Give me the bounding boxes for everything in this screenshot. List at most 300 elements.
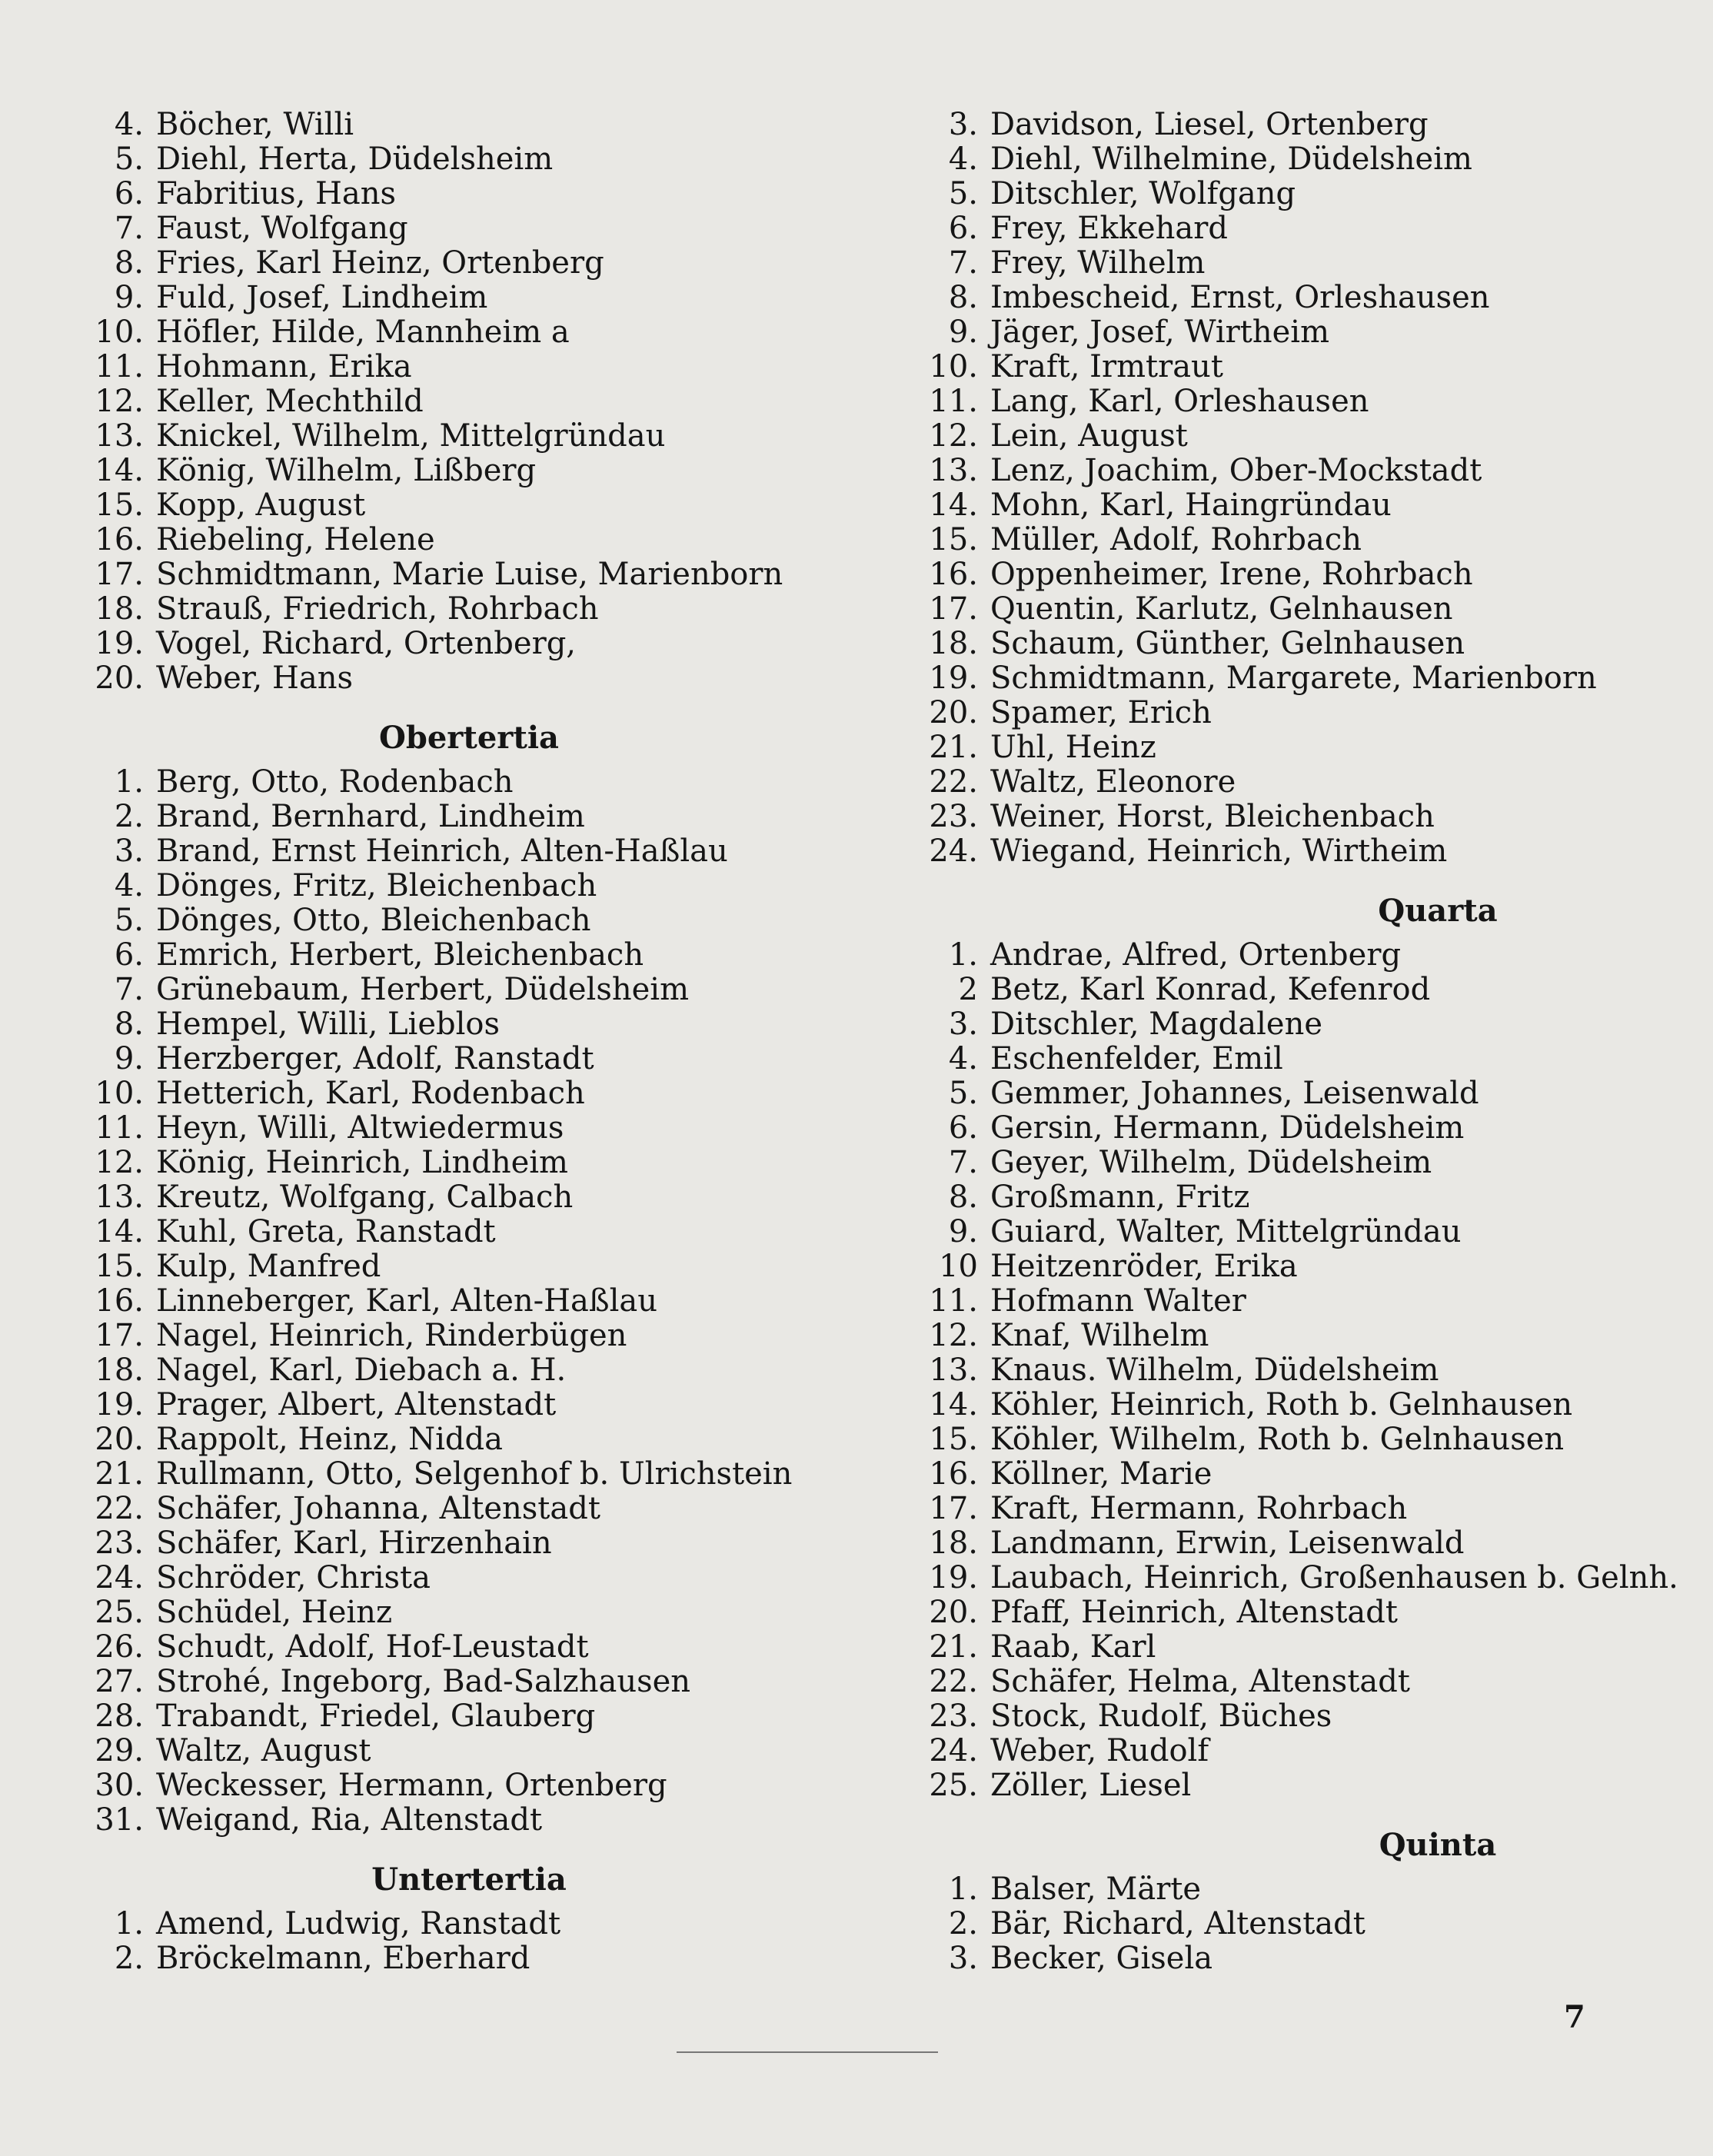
entry-name: Diehl, Herta, Düdelsheim — [156, 141, 554, 177]
left-column — [81, 108, 811, 1976]
entry-number: 24. — [929, 1733, 978, 1768]
entry-number: 9. — [948, 314, 978, 350]
entry-name: Imbescheid, Ernst, Orleshausen — [990, 280, 1490, 315]
entry-name: Nagel, Heinrich, Rinderbügen — [156, 1318, 627, 1353]
entry-number: 16. — [929, 557, 978, 592]
entry-number: 5. — [114, 903, 144, 938]
entry-number: 16. — [929, 1456, 978, 1492]
list-item — [81, 1353, 811, 1388]
list-item — [915, 730, 1684, 765]
entry-number: 10 — [939, 1249, 978, 1284]
entry-name: Wiegand, Heinrich, Wirtheim — [990, 833, 1448, 869]
class-heading-quinta: Quinta — [1379, 1827, 1497, 1863]
list-item — [81, 1699, 811, 1734]
list-item — [81, 1249, 811, 1284]
list-item — [81, 557, 811, 592]
entry-number: 7. — [948, 1145, 978, 1180]
list-item — [915, 1284, 1684, 1319]
list-item — [915, 1353, 1684, 1388]
entry-name: Berg, Otto, Rodenbach — [156, 764, 514, 800]
list-item — [81, 1630, 811, 1665]
entry-name: Brand, Bernhard, Lindheim — [156, 799, 585, 834]
entry-name: Riebeling, Helene — [156, 522, 435, 557]
entry-number: 11. — [95, 349, 144, 384]
entry-number: 22. — [929, 1664, 978, 1699]
list-item — [915, 1768, 1684, 1803]
entry-number: 6. — [948, 211, 978, 246]
entry-number: 13. — [95, 418, 144, 454]
entry-name: Spamer, Erich — [990, 695, 1212, 730]
entry-name: Weber, Rudolf — [990, 1733, 1209, 1768]
entry-number: 12. — [929, 418, 978, 454]
list-item — [81, 1457, 811, 1492]
entry-number: 21. — [929, 730, 978, 765]
entry-name: Nagel, Karl, Diebach a. H. — [156, 1352, 567, 1388]
entry-name: Keller, Mechthild — [156, 384, 424, 419]
entry-number: 9. — [114, 280, 144, 315]
entry-name: Betz, Karl Konrad, Kefenrod — [990, 972, 1431, 1007]
entry-name: Faust, Wolfgang — [156, 211, 408, 246]
entry-name: Oppenheimer, Irene, Rohrbach — [990, 557, 1473, 592]
list-item — [81, 869, 811, 903]
list-item — [915, 765, 1684, 800]
entry-name: Rappolt, Heinz, Nidda — [156, 1422, 503, 1457]
entry-name: Waltz, August — [156, 1733, 371, 1768]
entry-number: 1. — [948, 1872, 978, 1907]
list-item — [81, 800, 811, 834]
entry-name: Kreutz, Wolfgang, Calbach — [156, 1179, 574, 1215]
entry-number: 24. — [95, 1560, 144, 1595]
entry-name: Weckesser, Hermann, Ortenberg — [156, 1768, 667, 1803]
entry-number: 19. — [95, 1387, 144, 1422]
entry-name: Dönges, Otto, Bleichenbach — [156, 903, 591, 938]
entry-name: Andrae, Alfred, Ortenberg — [990, 937, 1402, 973]
entry-name: Grünebaum, Herbert, Düdelsheim — [156, 972, 690, 1007]
entry-name: Brand, Ernst Heinrich, Alten-Haßlau — [156, 833, 728, 869]
list-item — [915, 834, 1684, 869]
list-item — [915, 661, 1684, 696]
list-item — [81, 1146, 811, 1180]
list-item — [915, 211, 1684, 246]
entry-number: 30. — [95, 1768, 144, 1803]
list-item — [81, 384, 811, 419]
entry-number: 3. — [948, 1941, 978, 1976]
entry-name: König, Heinrich, Lindheim — [156, 1145, 568, 1180]
list-item — [915, 1249, 1684, 1284]
list-item — [81, 488, 811, 523]
list-item — [81, 1422, 811, 1457]
list-item — [915, 1872, 1684, 1907]
list-item — [915, 1561, 1684, 1595]
list-item — [915, 142, 1684, 177]
entry-name: Zöller, Liesel — [990, 1768, 1192, 1803]
entry-name: Kulp, Manfred — [156, 1249, 381, 1284]
entry-number: 28. — [95, 1699, 144, 1734]
entry-number: 24. — [929, 833, 978, 869]
list-item — [81, 454, 811, 488]
entry-number: 15. — [929, 522, 978, 557]
list-item — [81, 315, 811, 350]
entry-name: Kraft, Irmtraut — [990, 349, 1223, 384]
entry-name: Frey, Ekkehard — [990, 211, 1228, 246]
entry-number: 10. — [929, 349, 978, 384]
entry-number: 4. — [948, 1041, 978, 1076]
entry-number: 16. — [95, 522, 144, 557]
entry-number: 14. — [929, 487, 978, 523]
entry-number: 13. — [929, 1352, 978, 1388]
list-item — [915, 488, 1684, 523]
entry-name: Schmidtmann, Marie Luise, Marienborn — [156, 557, 783, 592]
list-item — [81, 1111, 811, 1146]
list-item — [81, 1803, 811, 1838]
entry-number: 20. — [929, 1595, 978, 1630]
list-item — [81, 661, 811, 696]
entry-name: Fries, Karl Heinz, Ortenberg — [156, 245, 604, 281]
entry-name: Landmann, Erwin, Leisenwald — [990, 1526, 1465, 1561]
entry-number: 7. — [114, 972, 144, 1007]
entry-number: 1. — [948, 937, 978, 973]
list-item — [81, 1180, 811, 1215]
list-item — [81, 211, 811, 246]
entry-number: 2. — [114, 1941, 144, 1976]
entry-name: Waltz, Eleonore — [990, 764, 1236, 800]
entry-name: Heyn, Willi, Altwiedermus — [156, 1110, 564, 1146]
entry-name: Bröckelmann, Eberhard — [156, 1941, 531, 1976]
list-item — [81, 1595, 811, 1630]
list-item — [81, 523, 811, 557]
list-item — [81, 592, 811, 627]
list-item — [915, 384, 1684, 419]
list-item — [915, 1180, 1684, 1215]
entry-name: Schäfer, Helma, Altenstadt — [990, 1664, 1410, 1699]
entry-number: 18. — [95, 591, 144, 627]
entry-name: Herzberger, Adolf, Ranstadt — [156, 1041, 594, 1076]
entry-name: Großmann, Fritz — [990, 1179, 1250, 1215]
entry-name: Bär, Richard, Altenstadt — [990, 1906, 1365, 1941]
entry-name: Linneberger, Karl, Alten-Haßlau — [156, 1283, 658, 1319]
entry-number: 12. — [95, 384, 144, 419]
entry-number: 4. — [114, 868, 144, 903]
entry-name: Kraft, Hermann, Rohrbach — [990, 1491, 1408, 1526]
entry-number: 1. — [114, 1906, 144, 1941]
entry-name: Knaf, Wilhelm — [990, 1318, 1209, 1353]
list-item — [915, 108, 1684, 142]
entry-name: Lenz, Joachim, Ober-Mockstadt — [990, 453, 1482, 488]
entry-name: Schäfer, Karl, Hirzenhain — [156, 1526, 552, 1561]
list-item — [81, 627, 811, 661]
entry-name: Weiner, Horst, Bleichenbach — [990, 799, 1435, 834]
list-item — [81, 1561, 811, 1595]
class-heading-obertertia: Obertertia — [379, 720, 559, 756]
list-item — [81, 834, 811, 869]
entry-name: Fabritius, Hans — [156, 176, 397, 211]
entry-name: Köhler, Heinrich, Roth b. Gelnhausen — [990, 1387, 1573, 1422]
list-item — [915, 557, 1684, 592]
entry-name: Eschenfelder, Emil — [990, 1041, 1283, 1076]
list-item — [915, 1076, 1684, 1111]
entry-number: 15. — [929, 1422, 978, 1457]
decorative-rule — [677, 2051, 938, 2053]
list-item — [915, 1665, 1684, 1699]
entry-name: Böcher, Willi — [156, 107, 354, 142]
list-item — [81, 142, 811, 177]
entry-number: 2. — [114, 799, 144, 834]
list-item — [81, 108, 811, 142]
entry-number: 15. — [95, 487, 144, 523]
list-item — [81, 1076, 811, 1111]
entry-name: Gemmer, Johannes, Leisenwald — [990, 1076, 1479, 1111]
entry-number: 15. — [95, 1249, 144, 1284]
list-item — [915, 177, 1684, 211]
entry-name: Kopp, August — [156, 487, 366, 523]
entry-number: 21. — [929, 1629, 978, 1665]
list-item — [915, 800, 1684, 834]
list-item — [915, 1595, 1684, 1630]
entry-number: 12. — [929, 1318, 978, 1353]
list-item — [81, 938, 811, 973]
entry-name: Weigand, Ria, Altenstadt — [156, 1802, 543, 1838]
entry-number: 25. — [929, 1768, 978, 1803]
entry-name: Dönges, Fritz, Bleichenbach — [156, 868, 597, 903]
entry-number: 17. — [929, 1491, 978, 1526]
right-column — [915, 108, 1684, 1976]
entry-name: Uhl, Heinz — [990, 730, 1156, 765]
entry-number: 9. — [114, 1041, 144, 1076]
entry-number: 5. — [948, 176, 978, 211]
list-item — [81, 1284, 811, 1319]
entry-name: Schaum, Günther, Gelnhausen — [990, 626, 1465, 661]
entry-number: 17. — [929, 591, 978, 627]
entry-number: 20. — [95, 1422, 144, 1457]
entry-number: 6. — [114, 937, 144, 973]
entry-name: Prager, Albert, Altenstadt — [156, 1387, 557, 1422]
entry-name: Kuhl, Greta, Ranstadt — [156, 1214, 496, 1249]
list-item — [915, 1699, 1684, 1734]
list-item — [915, 1526, 1684, 1561]
list-item — [915, 1388, 1684, 1422]
entry-number: 10. — [95, 314, 144, 350]
list-item — [915, 1319, 1684, 1353]
list-item — [915, 419, 1684, 454]
entry-name: König, Wilhelm, Lißberg — [156, 453, 537, 488]
list-item — [915, 1630, 1684, 1665]
entry-name: Strohé, Ingeborg, Bad-Salzhausen — [156, 1664, 691, 1699]
list-item — [915, 523, 1684, 557]
list-item — [81, 419, 811, 454]
entry-name: Heitzenröder, Erika — [990, 1249, 1298, 1284]
list-item — [81, 1526, 811, 1561]
entry-name: Hempel, Willi, Lieblos — [156, 1006, 501, 1042]
entry-number: 18. — [95, 1352, 144, 1388]
page-number: 7 — [1564, 1999, 1585, 2035]
entry-name: Ditschler, Wolfgang — [990, 176, 1296, 211]
entry-name: Fuld, Josef, Lindheim — [156, 280, 488, 315]
entry-number: 14. — [95, 453, 144, 488]
entry-name: Gersin, Hermann, Düdelsheim — [990, 1110, 1465, 1146]
entry-name: Schäfer, Johanna, Altenstadt — [156, 1491, 600, 1526]
entry-number: 8. — [948, 1179, 978, 1215]
entry-number: 17. — [95, 557, 144, 592]
list-item — [915, 592, 1684, 627]
entry-number: 5. — [948, 1076, 978, 1111]
list-item — [81, 1007, 811, 1042]
entry-number: 14. — [95, 1214, 144, 1249]
list-item — [81, 1319, 811, 1353]
entry-number: 18. — [929, 1526, 978, 1561]
entry-name: Schudt, Adolf, Hof-Leustadt — [156, 1629, 589, 1665]
entry-name: Knaus. Wilhelm, Düdelsheim — [990, 1352, 1439, 1388]
entry-number: 2. — [948, 1906, 978, 1941]
list-item — [81, 1042, 811, 1076]
entry-name: Lein, August — [990, 418, 1188, 454]
entry-name: Vogel, Richard, Ortenberg, — [156, 626, 577, 661]
entry-number: 10. — [95, 1076, 144, 1111]
entry-number: 2 — [958, 972, 978, 1007]
entry-name: Strauß, Friedrich, Rohrbach — [156, 591, 599, 627]
entry-number: 17. — [95, 1318, 144, 1353]
entry-number: 3. — [948, 107, 978, 142]
entry-number: 6. — [948, 1110, 978, 1146]
entry-number: 20. — [95, 660, 144, 696]
entry-name: Köhler, Wilhelm, Roth b. Gelnhausen — [990, 1422, 1565, 1457]
entry-name: Quentin, Karlutz, Gelnhausen — [990, 591, 1453, 627]
entry-number: 29. — [95, 1733, 144, 1768]
entry-number: 6. — [114, 176, 144, 211]
entry-number: 8. — [948, 280, 978, 315]
list-item — [915, 246, 1684, 281]
entry-number: 4. — [114, 107, 144, 142]
entry-name: Jäger, Josef, Wirtheim — [990, 314, 1329, 350]
entry-number: 13. — [95, 1179, 144, 1215]
entry-number: 12. — [95, 1145, 144, 1180]
list-item — [915, 627, 1684, 661]
list-item — [81, 350, 811, 384]
entry-name: Ditschler, Magdalene — [990, 1006, 1323, 1042]
list-item — [915, 350, 1684, 384]
list-item — [915, 315, 1684, 350]
list-item — [81, 246, 811, 281]
entry-name: Stock, Rudolf, Büches — [990, 1699, 1332, 1734]
entry-number: 8. — [114, 245, 144, 281]
list-item — [915, 1492, 1684, 1526]
entry-name: Laubach, Heinrich, Großenhausen b. Gelnh. — [990, 1560, 1678, 1595]
entry-name: Schmidtmann, Margarete, Marienborn — [990, 660, 1597, 696]
entry-name: Balser, Märte — [990, 1872, 1202, 1907]
entry-number: 31. — [95, 1802, 144, 1838]
entry-number: 18. — [929, 626, 978, 661]
entry-number: 11. — [929, 1283, 978, 1319]
entry-number: 7. — [114, 211, 144, 246]
entry-number: 19. — [929, 660, 978, 696]
list-item — [81, 1388, 811, 1422]
entry-name: Schüdel, Heinz — [156, 1595, 393, 1630]
list-item — [915, 938, 1684, 973]
entry-name: Schröder, Christa — [156, 1560, 431, 1595]
entry-number: 9. — [948, 1214, 978, 1249]
list-item — [915, 454, 1684, 488]
list-item — [915, 1907, 1684, 1941]
list-item — [915, 281, 1684, 315]
entry-name: Höfler, Hilde, Mannheim a — [156, 314, 570, 350]
entry-name: Köllner, Marie — [990, 1456, 1212, 1492]
entry-name: Pfaff, Heinrich, Altenstadt — [990, 1595, 1398, 1630]
entry-number: 1. — [114, 764, 144, 800]
entry-name: Diehl, Wilhelmine, Düdelsheim — [990, 141, 1472, 177]
list-item — [81, 765, 811, 800]
list-item — [81, 1492, 811, 1526]
list-item — [81, 1907, 811, 1941]
entry-name: Müller, Adolf, Rohrbach — [990, 522, 1362, 557]
list-item — [81, 973, 811, 1007]
list-item — [915, 1457, 1684, 1492]
entry-number: 23. — [95, 1526, 144, 1561]
entry-number: 16. — [95, 1283, 144, 1319]
entry-name: Weber, Hans — [156, 660, 353, 696]
entry-name: Raab, Karl — [990, 1629, 1156, 1665]
entry-number: 4. — [948, 141, 978, 177]
entry-number: 11. — [95, 1110, 144, 1146]
entry-number: 19. — [95, 626, 144, 661]
entry-number: 13. — [929, 453, 978, 488]
entry-number: 14. — [929, 1387, 978, 1422]
entry-name: Davidson, Liesel, Ortenberg — [990, 107, 1429, 142]
entry-number: 23. — [929, 1699, 978, 1734]
list-item — [81, 1734, 811, 1768]
list-item — [81, 1215, 811, 1249]
list-item — [915, 973, 1684, 1007]
list-item — [915, 1007, 1684, 1042]
entry-name: Emrich, Herbert, Bleichenbach — [156, 937, 644, 973]
entry-name: Trabandt, Friedel, Glauberg — [156, 1699, 596, 1734]
entry-name: Frey, Wilhelm — [990, 245, 1206, 281]
list-item — [81, 1768, 811, 1803]
entry-number: 22. — [95, 1491, 144, 1526]
list-item — [915, 1215, 1684, 1249]
list-item — [81, 1665, 811, 1699]
entry-number: 7. — [948, 245, 978, 281]
entry-number: 20. — [929, 695, 978, 730]
entry-name: Guiard, Walter, Mittelgründau — [990, 1214, 1462, 1249]
list-item — [915, 696, 1684, 730]
class-heading-quarta: Quarta — [1378, 893, 1498, 929]
list-item — [915, 1042, 1684, 1076]
entry-name: Geyer, Wilhelm, Düdelsheim — [990, 1145, 1432, 1180]
entry-number: 5. — [114, 141, 144, 177]
list-item — [81, 177, 811, 211]
entry-name: Amend, Ludwig, Ranstadt — [156, 1906, 561, 1941]
entry-name: Hofmann Walter — [990, 1283, 1246, 1319]
list-item — [915, 1111, 1684, 1146]
list-item — [81, 281, 811, 315]
entry-number: 11. — [929, 384, 978, 419]
entry-number: 22. — [929, 764, 978, 800]
entry-name: Becker, Gisela — [990, 1941, 1213, 1976]
entry-number: 19. — [929, 1560, 978, 1595]
list-item — [915, 1941, 1684, 1976]
entry-number: 23. — [929, 799, 978, 834]
entry-number: 26. — [95, 1629, 144, 1665]
entry-number: 27. — [95, 1664, 144, 1699]
entry-number: 3. — [114, 833, 144, 869]
entry-number: 21. — [95, 1456, 144, 1492]
entry-name: Rullmann, Otto, Selgenhof b. Ulrichstein — [156, 1456, 793, 1492]
entry-name: Mohn, Karl, Haingründau — [990, 487, 1392, 523]
entry-name: Hohmann, Erika — [156, 349, 412, 384]
entry-number: 3. — [948, 1006, 978, 1042]
list-item — [915, 1146, 1684, 1180]
entry-name: Knickel, Wilhelm, Mittelgründau — [156, 418, 666, 454]
list-item — [915, 1734, 1684, 1768]
